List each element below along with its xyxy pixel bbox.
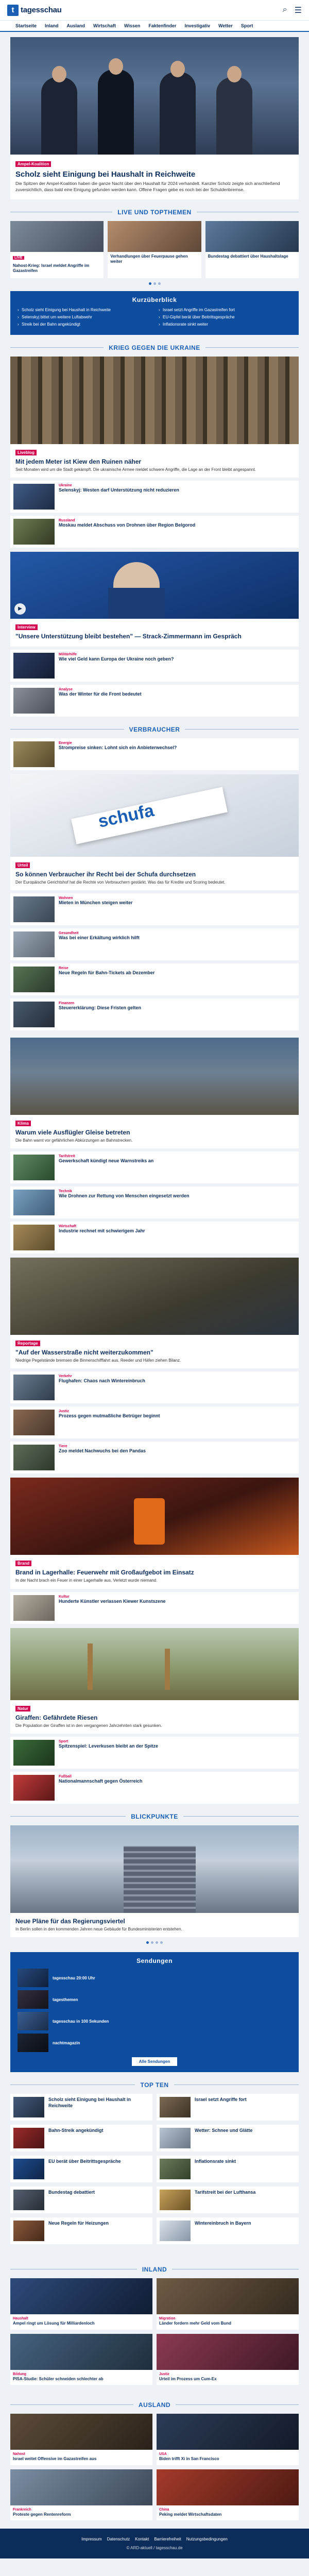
article-row[interactable]: Energie Strompreise sinken: Lohnt sich ein Anbieterwechsel? [10, 738, 299, 770]
topten-item[interactable]: Israel setzt Angriffe fort [157, 2094, 299, 2121]
article-row[interactable]: Gesundheit Was bei einer Erkältung wirklich hilft [10, 928, 299, 960]
article-row[interactable]: Ukraine Selenskyj: Westen darf Unterstützung nicht reduzieren [10, 481, 299, 513]
topten-item[interactable]: Bahn-Streik angekündigt [10, 2125, 152, 2151]
carousel-dots[interactable] [10, 1941, 299, 1944]
nav-item-wirtschaft[interactable]: Wirtschaft [93, 23, 116, 28]
nav-item-faktenfinder[interactable]: Faktenfinder [148, 23, 177, 28]
menu-icon[interactable]: ☰ [294, 6, 302, 15]
article-row[interactable]: Tiere Zoo meldet Nachwuchs bei den Pandas [10, 1442, 299, 1473]
article-row[interactable]: Reise Neue Regeln für Bahn-Tickets ab Dezember [10, 963, 299, 995]
section-ausland: AUSLAND [10, 2400, 299, 2410]
live-badge: LIVE [13, 256, 24, 260]
topten-item[interactable]: Wintereinbruch in Bayern [157, 2217, 299, 2244]
section-blickpunkte: BLICKPUNKTE [10, 1812, 299, 1821]
logo-mark: t [7, 5, 19, 16]
search-icon[interactable]: ⌕ [282, 5, 287, 14]
article-row[interactable]: Justiz Prozess gegen mutmaßliche Betrüger beginnt [10, 1406, 299, 1438]
footer [0, 2529, 309, 2558]
section-verbraucher: VERBRAUCHER [10, 725, 299, 734]
overview-title: Kurzüberblick [132, 296, 177, 303]
overview-item[interactable]: › Inflationsrate sinkt weiter [159, 322, 291, 327]
article-teaser[interactable]: Brand Brand in Lagerhalle: Feuerwehr mit Großaufgebot im Einsatz In der Nacht brach ein Feuer in einer Lagerhalle aus. Verletzt wurde niemand. [10, 1478, 299, 1588]
nav-item-sport[interactable]: Sport [241, 23, 253, 28]
top-bar [0, 0, 309, 21]
article-card[interactable]: Nahost Israel weitet Offensive im Gazastreifen aus [10, 2414, 152, 2465]
section-topten: TOP TEN [10, 2080, 299, 2090]
live-card[interactable]: LIVE Nahost-Krieg: Israel meldet Angriffe im Gazastreifen [10, 221, 104, 278]
overview-item[interactable]: › Israel setzt Angriffe im Gazastreifen fort [159, 308, 291, 313]
nav-item-wissen[interactable]: Wissen [124, 23, 141, 28]
logo[interactable] [7, 5, 62, 16]
article-card[interactable]: USA Biden trifft Xi in San Francisco [157, 2414, 299, 2465]
nav-item-inland[interactable]: Inland [45, 23, 59, 28]
article-row[interactable]: Kultur Hunderte Künstler verlassen Kiewer Kunstszene [10, 1592, 299, 1624]
all-broadcasts-button[interactable]: Alle Sendungen [132, 2057, 177, 2066]
live-card[interactable]: Bundestag debattiert über Haushaltslage [205, 221, 299, 278]
schufa-logo: schufa [96, 800, 156, 832]
article-row[interactable]: Analyse Was der Winter für die Front bedeutet [10, 685, 299, 717]
topten-item[interactable]: Inflationsrate sinkt [157, 2156, 299, 2182]
article-row[interactable]: Technik Wie Drohnen zur Rettung von Menschen eingesetzt werden [10, 1187, 299, 1218]
article-teaser[interactable]: Natur Giraffen: Gefährdete Riesen Die Population der Giraffen ist in den vergangenen Jahrzehnten stark gesunken. [10, 1628, 299, 1734]
nav-item-investigativ[interactable]: Investigativ [184, 23, 210, 28]
nav-item-startseite[interactable]: Startseite [15, 23, 37, 28]
play-icon[interactable]: ▶ [14, 603, 26, 615]
copyright: © ARD-aktuell / tagesschau.de [126, 2545, 183, 2550]
article-card[interactable]: Migration Länder fordern mehr Geld vom Bund [157, 2278, 299, 2329]
article-row[interactable]: Verkehr Flughafen: Chaos nach Wintereinbruch [10, 1371, 299, 1403]
article-teaser[interactable]: schufa Urteil So können Verbraucher ihr Recht bei der Schufa durchsetzen Der Europäische Gerichtshof hat die Rechte von Verbrauchern gestärkt. Was das für Kredite und Scoring bedeutet. [10, 774, 299, 890]
article-teaser[interactable]: Liveblog Mit jedem Meter ist Kiew den Ruinen näher Seit Monaten wird um die Stadt gekämpft. Die ukrainische Armee meldet schwere Angriffe, die Lage an der Front bleibt angespannt. [10, 357, 299, 478]
nav-item-wetter[interactable]: Wetter [218, 23, 233, 28]
article-card[interactable]: Frankreich Proteste gegen Rentenreform [10, 2469, 152, 2520]
footer-link[interactable]: Barrierefreiheit [154, 2536, 181, 2541]
hero-image [10, 37, 299, 155]
section-live: LIVE UND TOPTHEMEN [10, 208, 299, 217]
topten-item[interactable]: Bundestag debattiert [10, 2187, 152, 2213]
article-row[interactable]: Wohnen Mieten in München steigen weiter [10, 893, 299, 925]
section-inland: INLAND [10, 2265, 299, 2274]
article-card[interactable]: Justiz Urteil im Prozess um Cum-Ex [157, 2334, 299, 2385]
footer-link[interactable]: Impressum [81, 2536, 102, 2541]
footer-link[interactable]: Datenschutz [107, 2536, 130, 2541]
broadcast-item[interactable]: nachtmagazin [18, 2033, 291, 2052]
overview-item[interactable]: › EU-Gipfel berät über Beitrittsgespräche [159, 315, 291, 320]
article-row[interactable]: Sport Spitzenspiel: Leverkusen bleibt an der Spitze [10, 1737, 299, 1769]
article-teaser[interactable]: Klima Warum viele Ausflügler Gleise betreten Die Bahn warnt vor gefährlichen Abkürzungen an Bahnstrecken. [10, 1038, 299, 1148]
sendungen-box: Sendungen tagesschau 20:00 Uhr tagesthemen tagesschau in 100 Sekunden nachtmagazin Alle Sendungen [10, 1952, 299, 2072]
carousel-dots[interactable] [10, 282, 299, 285]
topten-item[interactable]: Neue Regeln für Heizungen [10, 2217, 152, 2244]
broadcast-item[interactable]: tagesschau 20:00 Uhr [18, 1969, 291, 1987]
article-card[interactable]: Bildung PISA-Studie: Schüler schneiden schlechter ab [10, 2334, 152, 2385]
section-ukraine: KRIEG GEGEN DIE UKRAINE [10, 343, 299, 352]
article-row[interactable]: Tarifstreit Gewerkschaft kündigt neue Warnstreiks an [10, 1151, 299, 1183]
topten-item[interactable]: Scholz sieht Einigung bei Haushalt in Reichweite [10, 2094, 152, 2121]
topten-item[interactable]: EU berät über Beitrittsgespräche [10, 2156, 152, 2182]
hero-article[interactable] [10, 37, 299, 199]
hero-title[interactable]: Scholz sieht Einigung bei Haushalt in Reichweite [15, 170, 196, 179]
broadcast-item[interactable]: tagesschau in 100 Sekunden [18, 2012, 291, 2030]
article-row[interactable]: Russland Moskau meldet Abschuss von Drohnen über Region Belgorod [10, 516, 299, 548]
hero-kicker: Ampel-Koalition [15, 161, 51, 167]
article-card[interactable]: Haushalt Ampel ringt um Lösung für Milliardenloch [10, 2278, 152, 2329]
article-row[interactable]: Finanzen Steuererklärung: Diese Fristen gelten [10, 998, 299, 1030]
live-card[interactable]: Verhandlungen über Feuerpause gehen weiter [108, 221, 201, 278]
broadcast-item[interactable]: tagesthemen [18, 1990, 291, 2009]
main-nav [0, 21, 309, 32]
overview-box [10, 291, 299, 335]
article-card[interactable]: China Peking meldet Wirtschaftsdaten [157, 2469, 299, 2520]
logo-text: tagesschau [21, 6, 62, 14]
overview-item[interactable]: › Streik bei der Bahn angekündigt [18, 322, 150, 327]
overview-item[interactable]: › Scholz sieht Einigung bei Haushalt in Reichweite [18, 308, 150, 313]
article-row[interactable]: Militärhilfe Wie viel Geld kann Europa der Ukraine noch geben? [10, 650, 299, 682]
nav-item-ausland[interactable]: Ausland [66, 23, 85, 28]
overview-item[interactable]: › Selenskyj bittet um weitere Luftabwehr [18, 315, 150, 320]
article-row[interactable]: Wirtschaft Industrie rechnet mit schwierigem Jahr [10, 1222, 299, 1253]
footer-link[interactable]: Nutzungsbedingungen [186, 2536, 228, 2541]
topten-item[interactable]: Tarifstreit bei der Lufthansa [157, 2187, 299, 2213]
hero-text: Die Spitzen der Ampel-Koalition haben die ganze Nacht über den Haushalt für 2024 verhandelt. Kanzler Scholz zeigte sich anschließend zuversichtlich, dass bald eine Einigung gefunden werden kann. Offene Fragen gebe es noch bei der Schuldenbremse. [15, 181, 280, 192]
footer-link[interactable]: Kontakt [135, 2536, 149, 2541]
article-teaser[interactable]: ▶ Interview "Unsere Unterstützung bleibt bestehen" — Strack-Zimmermann im Gespräch [10, 552, 299, 647]
article-row[interactable]: Fußball Nationalmannschaft gegen Österreich [10, 1772, 299, 1804]
article-teaser[interactable]: Neue Pläne für das Regierungsviertel In Berlin sollen in den kommenden Jahren neue Gebäude für Bundesministerien entstehen. [10, 1825, 299, 1937]
article-teaser[interactable]: Reportage "Auf der Wasserstraße nicht weiterzukommen" Niedrige Pegelstände bremsen die Binnenschifffahrt aus. Reeder und Häfen ziehen Bilanz. [10, 1258, 299, 1368]
topten-item[interactable]: Wetter: Schnee und Glätte [157, 2125, 299, 2151]
